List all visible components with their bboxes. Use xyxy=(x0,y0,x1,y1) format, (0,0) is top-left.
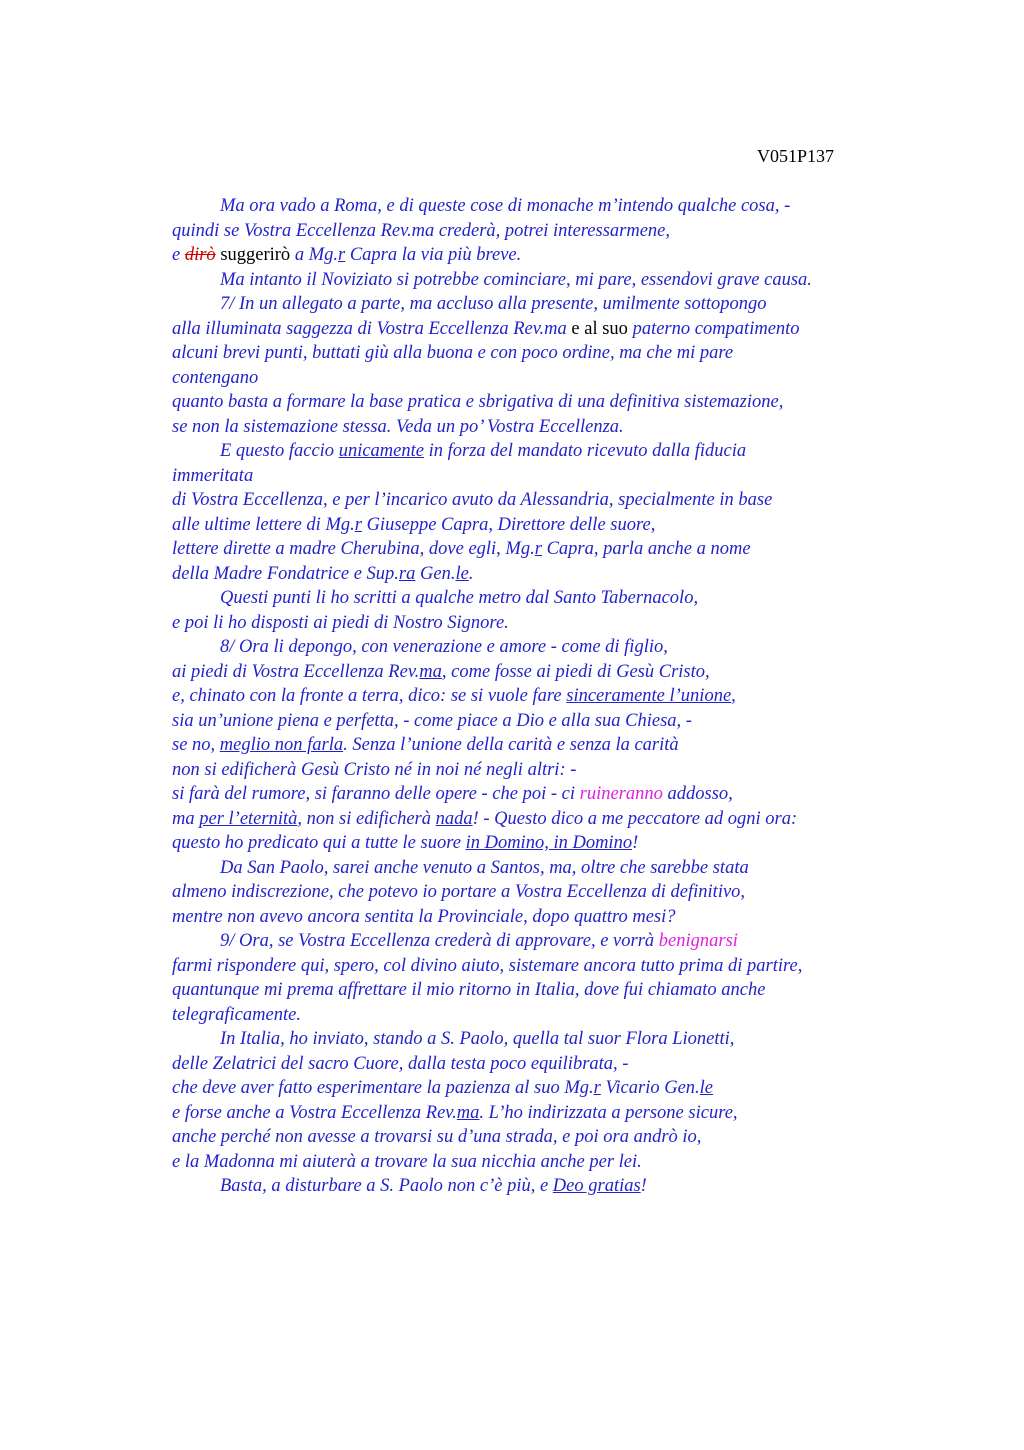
text-line xyxy=(172,292,972,317)
text-segment: che deve aver fatto esperimentare la pazienza al suo Mg. xyxy=(172,1078,594,1098)
text-line xyxy=(172,390,972,415)
text-segment: questo ho predicato qui a tutte le suore xyxy=(172,833,466,853)
text-segment: ma xyxy=(456,1102,480,1123)
text-segment: non si edificherà Gesù Cristo né in noi né negli altri: - xyxy=(172,759,577,780)
text-segment: Ma ora vado a Roma, e di queste cose di monache m’intendo qualche cosa, - xyxy=(220,196,791,216)
text-line xyxy=(172,562,972,587)
text-segment: Capra la via più breve. xyxy=(345,245,522,265)
text-segment: Questi punti li ho scritti a qualche metro dal Santo Tabernacolo, xyxy=(220,588,699,608)
text-line xyxy=(172,635,972,660)
text-segment: in forza del mandato ricevuto dalla fiducia xyxy=(423,441,747,461)
text-segment: . xyxy=(468,563,474,584)
text-segment: e poi li ho disposti ai piedi di Nostro Signore. xyxy=(172,612,509,633)
text-line xyxy=(172,929,972,954)
text-segment: suggerirò xyxy=(215,245,295,265)
text-line xyxy=(172,586,972,611)
text-segment: , come fosse ai piedi di Gesù Cristo, xyxy=(441,661,710,682)
text-segment: almeno indiscrezione, che potevo io portare a Vostra Eccellenza di definitivo, xyxy=(172,882,746,902)
text-line xyxy=(172,1076,972,1101)
text-segment: Giuseppe Capra, Direttore delle suore, xyxy=(361,514,656,535)
text-segment: Vicario Gen. xyxy=(600,1078,700,1098)
text-segment: . Senza l’unione della carità e senza la carità xyxy=(343,735,679,755)
text-line xyxy=(172,831,972,856)
text-segment: sia un’unione piena e perfetta, - come piace a Dio e alla sua Chiesa, - xyxy=(172,710,692,731)
text-segment: quindi se Vostra Eccellenza Rev.ma crederà, potrei interessarmene, xyxy=(172,220,671,241)
text-line xyxy=(172,537,972,562)
text-segment: se no, xyxy=(172,735,220,755)
text-segment: e al suo xyxy=(571,318,633,339)
text-line xyxy=(172,856,972,881)
text-segment: le xyxy=(455,563,469,584)
text-segment: lettere dirette a madre Cherubina, dove egli, Mg. xyxy=(172,539,535,559)
highlighted-word: benignarsi xyxy=(658,931,738,951)
text-line xyxy=(172,758,972,783)
deleted-word: dirò xyxy=(184,245,216,265)
text-segment: di Vostra Eccellenza, e per l’incarico avuto da Alessandria, specialmente in base xyxy=(172,490,773,510)
text-segment: r xyxy=(534,539,542,559)
text-line xyxy=(172,880,972,905)
text-segment: a Mg. xyxy=(294,245,338,265)
text-segment: le xyxy=(699,1078,714,1098)
text-line xyxy=(172,1027,972,1052)
text-line xyxy=(172,709,972,734)
text-line xyxy=(172,194,972,219)
text-line xyxy=(172,905,972,930)
text-line xyxy=(172,978,972,1003)
text-line xyxy=(172,415,972,440)
text-segment: ! xyxy=(632,833,639,853)
text-segment: contengano xyxy=(172,367,259,388)
text-segment: nada xyxy=(435,808,473,829)
text-segment: 8/ Ora li depongo, con venerazione e amore - come di figlio, xyxy=(220,637,668,657)
text-segment: Deo gratias xyxy=(552,1176,641,1196)
text-segment: 9/ Ora, se Vostra Eccellenza crederà di approvare, e vorrà xyxy=(220,931,659,951)
text-segment: In Italia, ho inviato, stando a S. Paolo, quella tal suor Flora Lionetti, xyxy=(220,1029,735,1049)
text-segment: meglio non farla xyxy=(219,735,344,755)
text-segment: immeritata xyxy=(172,465,254,486)
text-segment: della Madre Fondatrice e Sup. xyxy=(172,563,399,584)
text-segment: delle Zelatrici del sacro Cuore, dalla testa poco equilibrata, - xyxy=(172,1053,629,1074)
text-segment: anche perché non avesse a trovarsi su d’una strada, e poi ora andrò io, xyxy=(172,1127,702,1147)
text-segment: si farà del rumore, si faranno delle opere - che poi - ci xyxy=(172,784,580,804)
text-segment: , xyxy=(731,686,736,706)
text-line xyxy=(172,1052,972,1077)
text-line xyxy=(172,1125,972,1150)
text-segment: paterno compatimento xyxy=(632,318,800,339)
text-segment: alcuni brevi punti, buttati giù alla buona e con poco ordine, ma che mi pare xyxy=(172,343,734,363)
text-line xyxy=(172,488,972,513)
text-segment: mentre non avevo ancora sentita la Provinciale, dopo quattro mesi? xyxy=(172,906,676,927)
text-line xyxy=(172,1003,972,1028)
text-segment: Basta, a disturbare a S. Paolo non c’è più, e xyxy=(220,1176,553,1196)
text-line xyxy=(172,1150,972,1175)
text-segment: ! - Questo dico a me peccatore ad ogni ora: xyxy=(472,808,798,829)
text-line xyxy=(172,317,972,342)
text-line xyxy=(172,684,972,709)
text-line xyxy=(172,366,972,391)
text-line xyxy=(172,243,972,268)
text-segment: ma xyxy=(419,661,442,682)
text-segment: r xyxy=(337,245,346,265)
text-segment: sinceramente l’unione xyxy=(566,686,732,706)
text-line xyxy=(172,1174,972,1199)
text-segment: quanto basta a formare la base pratica e sbrigativa di una definitiva sistemazione, xyxy=(172,392,784,412)
page-identifier: V051P137 xyxy=(757,146,835,166)
text-line xyxy=(172,1101,972,1126)
text-segment: Gen. xyxy=(415,563,456,584)
text-segment: ra xyxy=(398,563,416,584)
text-line xyxy=(172,660,972,685)
text-segment: alla illuminata saggezza di Vostra Eccellenza Rev.ma xyxy=(172,318,572,339)
text-segment: Capra, parla anche a nome xyxy=(541,539,751,559)
text-line xyxy=(172,219,972,244)
text-segment: , non si edificherà xyxy=(297,808,436,829)
letter-body xyxy=(172,194,972,1199)
text-segment: r xyxy=(593,1078,601,1098)
text-segment: e xyxy=(172,245,185,265)
text-line xyxy=(172,954,972,979)
text-segment: in Domino, in Domino xyxy=(465,833,633,853)
text-segment: alle ultime lettere di Mg. xyxy=(172,514,355,535)
text-segment: ! xyxy=(640,1176,647,1196)
text-line xyxy=(172,733,972,758)
text-line xyxy=(172,268,972,293)
text-line xyxy=(172,439,972,464)
text-segment: r xyxy=(354,514,362,535)
text-segment: Da San Paolo, sarei anche venuto a Santos, ma, oltre che sarebbe stata xyxy=(220,857,749,878)
text-segment: e forse anche a Vostra Eccellenza Rev. xyxy=(172,1102,457,1123)
text-segment: farmi rispondere qui, spero, col divino aiuto, sistemare ancora tutto prima di partire, xyxy=(172,955,803,976)
text-segment: ma xyxy=(172,808,200,829)
text-line xyxy=(172,611,972,636)
text-segment: ai piedi di Vostra Eccellenza Rev. xyxy=(172,661,420,682)
text-line xyxy=(172,464,972,489)
text-segment: E questo faccio xyxy=(220,441,339,461)
text-line xyxy=(172,782,972,807)
text-segment: addosso, xyxy=(662,784,733,804)
text-segment: unicamente xyxy=(338,441,424,461)
text-segment: . L’ho indirizzata a persone sicure, xyxy=(479,1102,738,1123)
text-segment: telegraficamente. xyxy=(172,1004,301,1025)
text-segment: quantunque mi prema affrettare il mio ritorno in Italia, dove fui chiamato anche xyxy=(172,980,766,1000)
text-segment: Ma intanto il Noviziato si potrebbe cominciare, mi pare, essendovi grave causa. xyxy=(220,269,812,290)
text-segment: se non la sistemazione stessa. Veda un po’ Vostra Eccellenza. xyxy=(172,416,624,437)
text-segment: e la Madonna mi aiuterà a trovare la sua nicchia anche per lei. xyxy=(172,1151,642,1172)
text-segment: per l’eternità xyxy=(199,808,298,829)
text-line xyxy=(172,513,972,538)
text-line xyxy=(172,807,972,832)
highlighted-word: ruineranno xyxy=(579,784,663,804)
text-segment: e, chinato con la fronte a terra, dico: se si vuole fare xyxy=(172,686,567,706)
text-line xyxy=(172,341,972,366)
text-segment: 7/ In un allegato a parte, ma accluso alla presente, umilmente sottopongo xyxy=(220,294,767,314)
